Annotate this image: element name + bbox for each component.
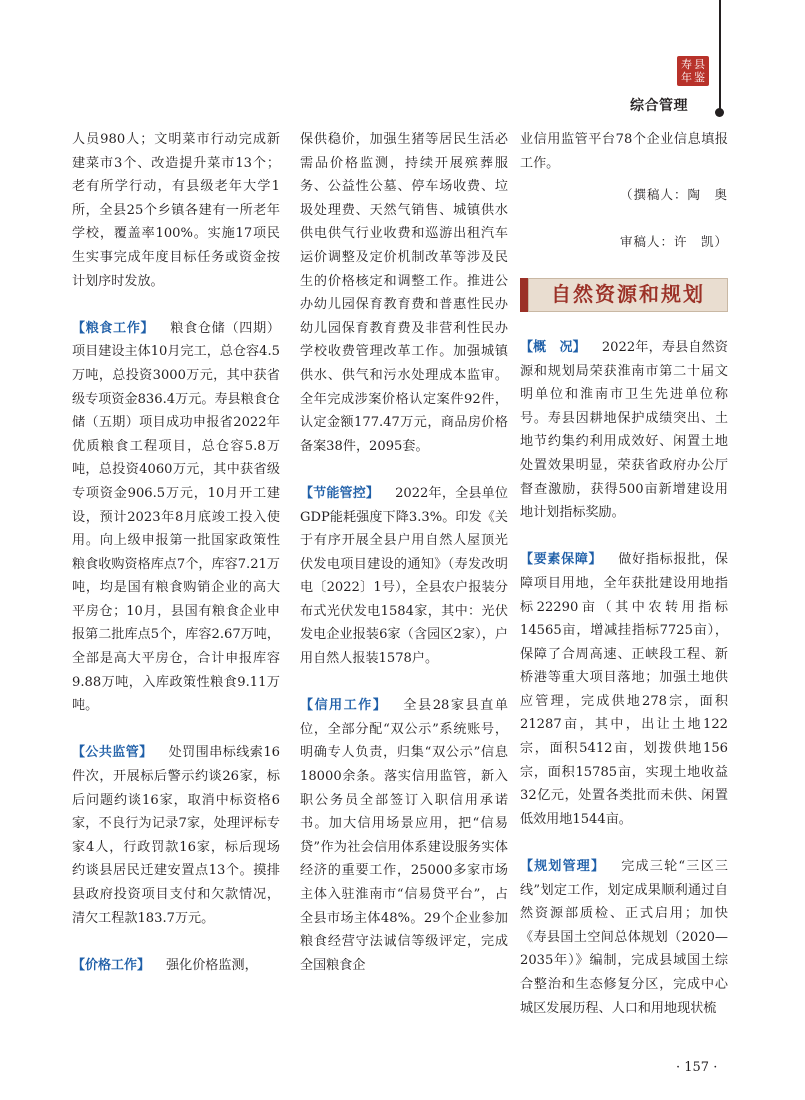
paragraph-factor: [520, 548, 728, 831]
overview-text: 2022年，寿县自然资源和规划局荣获淮南市第二十届文明单位和淮南市卫生先进单位称号。寿县因耕地保护成绩突出、土地节约集约利用成效好、闲置土地处置效果明显，荣获省政府办公厅督查激励，获得500亩新增建设用地计划指标奖励。: [520, 339, 728, 521]
grain-text: 粮食仓储（四期）项目建设主体10月完工，总仓容4.5万吨，总投资3000万元，其中获省级专项资金836.4万元。寿县粮食仓储（五期）项目成功申报省2022年优质粮食工程项目，总仓容5.8万吨，总投资4060万元，其中获省级专项资金906.5万元，10月开工建设，预计2023年8月底竣工投入使用。向上级申报第一批国家政策性粮食收购资格库点7个，库容7.21万吨，均是国有粮食购销企业的高大平房仓；10月，县国有粮食企业申报第二批库点5个，库容2.67万吨，全部是高大平房仓，合计申报库容9.88万吨，入库政策性粮食9.11万吨。: [72, 320, 280, 714]
public-supervision-text: 处罚围串标线索16件次，开展标后警示约谈26家，标后问题约谈16家，取消中标资格6家，不良行为记录7家，处理评标专家4人，行政罚款16家，标后现场约谈县居民迁建安置点13个。摸排县政府投资项目支付和欠款情况，清欠工程款183.7万元。: [72, 745, 280, 926]
tag-price: 【价格工作】: [72, 957, 151, 973]
tag-overview: 【概 况】: [520, 339, 586, 355]
seal-char: 年: [681, 71, 692, 84]
credit-text: 全县28家县直单位，全部分配“双公示”系统账号，明确专人负责，归集“双公示”信息18000余条。落实信用监管，新入职公务员全部签订入职信用承诺书。加大信用场景应用，把“信易贷”作为社会信用体系建设服务实体经济的重要工作，25000多家市场主体入驻淮南市“信易贷平台”，占全县市场主体48%。29个企业参加粮食经营守法诚信等级评定，完成全国粮食企: [300, 698, 508, 973]
section-title: 综合管理: [630, 98, 688, 114]
header-rule-dot: [715, 108, 724, 117]
factor-text: 做好指标报批，保障项目用地，全年获批建设用地指标22290亩（其中农转用指标14565亩，增减挂指标7725亩），保障了合周高速、正峡段工程、新桥港等重大项目落地；加强土地供应管理，完成供地278宗，面积21287亩，其中，出让土地122宗，面积5412亩，划拨供地156宗，面积15785亩，实现土地收益32亿元，处置各类批而未供、闲置低效用地1544亩。: [520, 552, 728, 827]
column-middle: [300, 128, 508, 1001]
banner-box: [520, 278, 728, 312]
price-text: 强化价格监测，: [166, 957, 258, 973]
paragraph-price: [72, 954, 280, 978]
yearbook-seal-logo: [677, 56, 709, 86]
byline-writer: （撰稿人：陶 奥: [619, 187, 728, 203]
column-left: [72, 128, 280, 1001]
plan-text: 完成三轮“三区三线”划定工作，划定成果顺利通过自然资源部质检、正式启用；加快《寿县国土空间总体规划（2020—2035年）》编制，完成县域国土综合整治和生态修复分区，完成中心城区发展历程、人口和用地现状梳: [520, 859, 728, 1016]
tag-factor: 【要素保障】: [520, 552, 603, 568]
seal-char: 鉴: [694, 71, 705, 84]
seal-char: 寿: [681, 58, 692, 71]
tag-public-supervision: 【公共监管】: [72, 745, 153, 761]
tag-plan: 【规划管理】: [520, 859, 606, 875]
paragraph-plan: [520, 855, 728, 1020]
paragraph-price-continued: 保供稳价，加强生猪等居民生活必需品价格监测，持续开展殡葬服务、公益性公墓、停车场收费、垃圾处理费、天然气销售、城镇供水供电供气行业收费和巡游出租汽车运价调整及定价机制改革等涉及民生的价格核定和调整工作。推进公办幼儿园保育教育费和普惠性民办幼儿园保育教育费及非营利性民办学校收费管理改革工作。加强城镇供水、供气和污水处理成本监审。全年完成涉案价格认定案件92件，认定金额177.47万元，商品房价格备案38件，2095套。: [300, 132, 508, 454]
seal-char: 县: [694, 58, 705, 71]
header-rule: [719, 0, 721, 112]
paragraph-grain: [72, 317, 280, 718]
tag-grain: 【粮食工作】: [72, 320, 155, 336]
column-right: [520, 128, 728, 1044]
tag-credit: 【信用工作】: [300, 698, 388, 714]
energy-text: 2022年，全县单位GDP能耗强度下降3.3%。印发《关于有序开展全县户用自然人屋顶光伏发电项目建设的通知》（寿发改明电〔2022〕1号），全县农户报装分布式光伏发电1584家，其中：光伏发电企业报装6家（含园区2家），户用自然人报装1578户。: [300, 485, 508, 667]
byline: [520, 183, 728, 254]
paragraph-overview: [520, 336, 728, 525]
tag-energy: 【节能管控】: [300, 485, 380, 501]
paragraph-energy: [300, 482, 508, 671]
page-number: · 157 ·: [676, 1060, 718, 1075]
paragraph-public-supervision: [72, 741, 280, 930]
byline-reviewer: 审稿人：许 凯）: [619, 234, 728, 250]
banner-title: 自然资源和规划: [551, 282, 705, 307]
paragraph-credit-continued: 业信用监管平台78个企业信息填报工作。: [520, 132, 728, 171]
section-banner: [520, 278, 728, 312]
paragraph-intro: 人员980人；文明菜市行动完成新建菜市3个、改造提升菜市13个；老有所学行动，有县级老年大学1所，全县25个乡镇各建有一所老年学校，覆盖率100%。实施17项民生实事完成年度目标任务或资金按计划序时发放。: [72, 132, 280, 289]
paragraph-credit: [300, 694, 508, 977]
